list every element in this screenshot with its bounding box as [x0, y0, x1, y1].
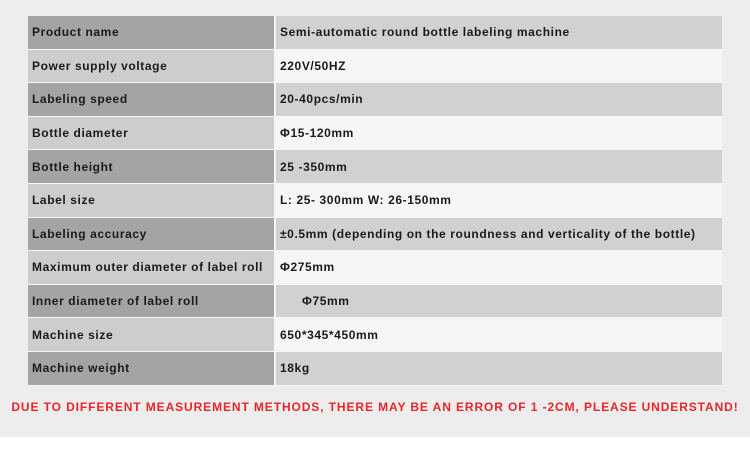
table-row: [28, 50, 722, 84]
spec-value: Semi-automatic round bottle labeling machine: [276, 16, 722, 49]
table-row: [28, 184, 722, 218]
spec-label: Maximum outer diameter of label roll: [28, 251, 276, 284]
table-row: [28, 16, 722, 50]
table-row: [28, 251, 722, 285]
spec-label: Bottle height: [28, 150, 276, 183]
table-row: [28, 318, 722, 352]
spec-value: ±0.5mm (depending on the roundness and verticality of the bottle): [276, 218, 722, 251]
spec-table: [28, 16, 722, 386]
spec-label: Machine size: [28, 318, 276, 351]
table-row: [28, 83, 722, 117]
table-row: [28, 117, 722, 151]
spec-value: Φ275mm: [276, 251, 722, 284]
spec-label: Machine weight: [28, 352, 276, 385]
spec-label: Labeling speed: [28, 83, 276, 116]
spec-label: Power supply voltage: [28, 50, 276, 83]
spec-value: 18kg: [276, 352, 722, 385]
spec-label: Product name: [28, 16, 276, 49]
table-row: [28, 150, 722, 184]
spec-label: Label size: [28, 184, 276, 217]
spec-value: 25 -350mm: [276, 150, 722, 183]
spec-value: Φ75mm: [276, 285, 722, 318]
table-row: [28, 352, 722, 386]
spec-label: Labeling accuracy: [28, 218, 276, 251]
spec-label: Bottle diameter: [28, 117, 276, 150]
spec-value: 220V/50HZ: [276, 50, 722, 83]
spec-value: L: 25- 300mm W: 26-150mm: [276, 184, 722, 217]
spec-value: Φ15-120mm: [276, 117, 722, 150]
measurement-notice: DUE TO DIFFERENT MEASUREMENT METHODS, THERE MAY BE AN ERROR OF 1 -2CM, PLEASE UNDERSTAND!: [11, 400, 739, 414]
spec-value: 650*345*450mm: [276, 318, 722, 351]
spec-value: 20-40pcs/min: [276, 83, 722, 116]
table-row: [28, 218, 722, 252]
table-row: [28, 285, 722, 319]
spec-label: Inner diameter of label roll: [28, 285, 276, 318]
